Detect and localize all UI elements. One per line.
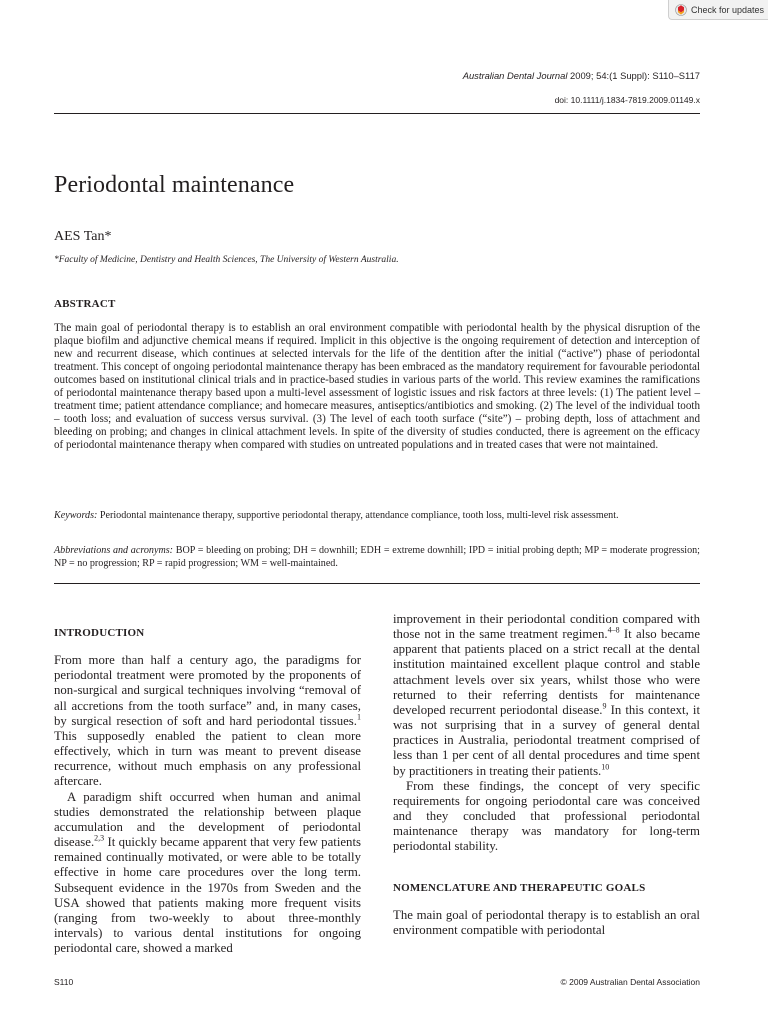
abbreviations-text: BOP = bleeding on probing; DH = downhill; EDH = extreme downhill; IPD = initial probing depth; MP = moderate progression; NP = no progression; RP = rapid progression; WM = well-maintained.: [54, 545, 700, 569]
left-column: [54, 626, 361, 956]
keywords-text: Periodontal maintenance therapy, supportive periodontal therapy, attendance compliance, tooth loss, multi-level risk assessment.: [97, 510, 619, 521]
nomenclature-paragraph: The main goal of periodontal therapy is to establish an oral environment compatible with periodontal: [393, 907, 700, 937]
journal-volume: 2009; 54:(1 Suppl): S110–S117: [567, 70, 700, 81]
abbreviations-label: Abbreviations and acronyms:: [54, 545, 174, 556]
author-name: AES Tan*: [54, 229, 112, 244]
intro-paragraph-3: improvement in their periodontal condition compared with those not in the same treatment regimen.$^{4-8}$ It also became apparent that patients placed on a strict recall at the dental institution maintained excellent plaque control and stable attachment levels over six years, whilst those who were returned to their referring dentists for maintenance developed recurrent periodontal disease.$^9$ In this context, it was not surprising that in a survey of general dental practices in Australia, periodontal treatment comprised of less than 1 per cent of all dental procedures and time spent by practitioners in treating their patients.$^{10}$: [393, 612, 701, 778]
introduction-heading: INTRODUCTION: [54, 627, 145, 639]
citation-ref[interactable]: 9: [602, 701, 607, 711]
journal-citation: [463, 70, 700, 81]
article-title: Periodontal maintenance: [54, 172, 295, 198]
check-for-updates-label: Check for updates: [691, 4, 765, 15]
journal-name: Australian Dental Journal: [462, 70, 568, 81]
abstract-heading: ABSTRACT: [54, 298, 116, 310]
citation-ref[interactable]: 4–8: [607, 625, 620, 635]
intro-paragraph-2: A paradigm shift occurred when human and animal studies demonstrated the relationship between plaque accumulation and the development of periodontal disease.$^{2,3}$ It quickly became apparent that very few patients remained continually motivated, or were able to be totally effective in home care procedures over the long term. Subsequent evidence in the 1970s from Sweden and the USA showed that patients making more frequent visits (ranging from two-weekly to about three-monthly intervals) to various dental institutions for ongoing periodontal care, showed a marked: [54, 789, 361, 956]
keywords-block: [54, 510, 700, 523]
nomenclature-heading: NOMENCLATURE AND THERAPEUTIC GOALS: [393, 881, 646, 894]
author-affiliation: *Faculty of Medicine, Dentistry and Health Sciences, The University of Western Australia.: [54, 255, 399, 265]
page-number: S110: [54, 977, 74, 987]
intro-paragraph-4: From these findings, the concept of very specific requirements for ongoing periodontal care was conceived and they concluded that professional periodontal maintenance therapy was mandatory for long-term periodontal stability.: [393, 778, 700, 854]
abstract-text: The main goal of periodontal therapy is to establish an oral environment compatible with periodontal health by the physical disruption of the plaque biofilm and adjunctive chemical means if required. Implicit in this objective is the ongoing requirement of detection and interception of new and recurrent disease, which continues at selected intervals for the life of the dentition after the initial (“active”) phase of periodontal treatment. This concept of ongoing periodontal maintenance therapy has been embraced as the mandatory requirement for favourable periodontal outcomes based on institutional clinical trials and in practice-based studies in various parts of the world. This review examines the ramifications of periodontal maintenance therapy based upon a multi-level assessment of logistic issues and risk factors at three levels: (1) The patient level – treatment time; patient attendance compliance; and homecare measures, antiseptics/antibiotics and smoking. (2) The level of the individual tooth – tooth loss; and evaluation of success versus survival. (3) The level of each tooth surface (“site”) – probing depth, loss of attachment and bleeding on probing; and changes in clinical attachment levels. In spite of the diversity of studies conducted, there is agreement on the efficacy of periodontal maintenance therapy when compared with studies on untreated populations and in treated cases that were not maintained.: [54, 322, 700, 451]
check-for-updates-button[interactable]: [668, 0, 768, 20]
doi-link[interactable]: doi: 10.1111/j.1834-7819.2009.01149.x: [554, 95, 700, 105]
right-column: [393, 612, 700, 938]
keywords-label: Keywords:: [54, 510, 98, 521]
crossmark-icon: [675, 4, 687, 16]
citation-ref[interactable]: 2,3: [94, 833, 105, 843]
citation-ref[interactable]: 10: [601, 762, 610, 772]
header-divider: [54, 113, 700, 114]
intro-paragraph-1: From more than half a century ago, the paradigms for periodontal treatment were promoted by the proponents of non-surgical and surgical techniques involving “removal of all accretions from the tooth surface” and, in many cases, by surgical resection of soft and hard periodontal tissues.$^1$ This supposedly enabled the patient to clean more effectively, which in turn was meant to prevent disease recurrence, without much emphasis on any professional aftercare.: [54, 653, 361, 789]
citation-ref[interactable]: 1: [357, 712, 361, 722]
abstract-divider: [54, 583, 700, 584]
abbreviations-block: [54, 545, 700, 570]
copyright-notice: © 2009 Australian Dental Association: [560, 977, 700, 987]
